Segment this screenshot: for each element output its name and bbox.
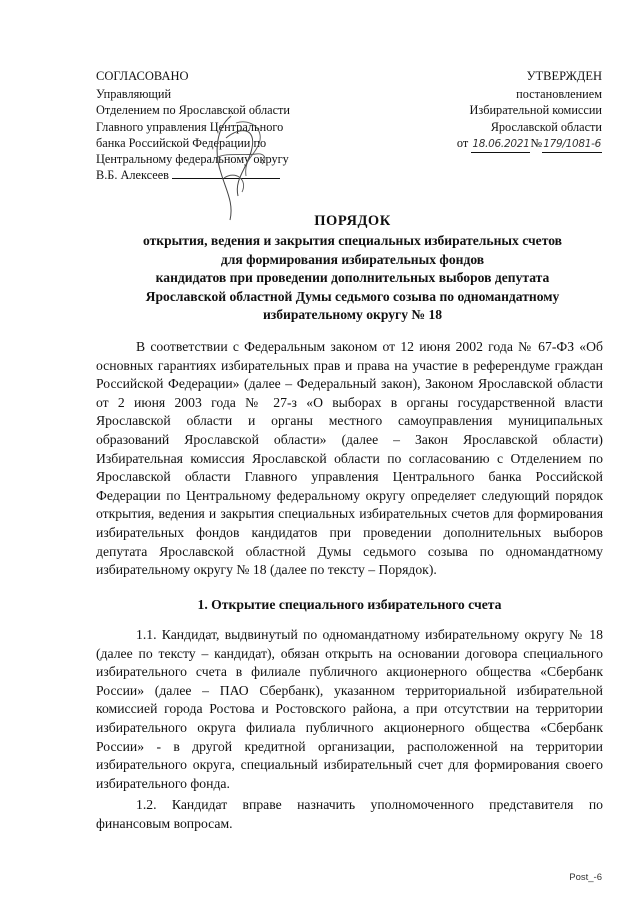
approval-number: 179/1081-6 [542, 136, 602, 153]
agreed-line: Главного управления Центрального [96, 119, 284, 134]
agreed-heading: СОГЛАСОВАНО [96, 69, 189, 83]
approved-date-row [382, 135, 602, 153]
date-prefix: от [456, 135, 469, 150]
approved-line: Ярославской области [490, 119, 602, 134]
agreed-line: Центральному федеральному округу [96, 152, 289, 167]
agreed-signer-row [96, 167, 346, 183]
approval-block-approved [382, 68, 602, 153]
title-subtitle-line: для формирования избирательных фондов [220, 251, 485, 267]
signature-line [172, 178, 280, 179]
document-title [80, 210, 625, 325]
agreed-line: банка Российской Федерации по [96, 135, 267, 150]
number-prefix: № [530, 135, 543, 150]
approval-date: 18.06.2021 [471, 136, 530, 153]
agreed-signer-name: В.Б. Алексеев [96, 168, 169, 183]
title-main: ПОРЯДОК [314, 213, 391, 229]
title-subtitle-line: избирательному округу № 18 [262, 307, 443, 322]
approval-block-agreed [96, 68, 346, 183]
section-1-heading: 1. Открытие специального избирательного счета [197, 597, 502, 612]
approved-line: Избирательной комиссии [469, 103, 602, 118]
approved-heading: УТВЕРЖДЕН [526, 69, 602, 83]
title-subtitle-line: открытия, ведения и закрытия специальных избирательных счетов [142, 233, 563, 248]
agreed-line: Управляющий [96, 87, 172, 102]
agreed-line: Отделением по Ярославской области [96, 103, 290, 118]
intro-paragraph: В соответствии с Федеральным законом от 12 июня 2002 года № 67-ФЗ «Об основных гарантиях избирательных прав и права на участие в референдуме граждан Российской Федерации» (далее – Федеральный закон), Законом Ярославской области от 2 июня 2003 года № 27-з «О выборах в органы государственной власти Ярославской области и органы местного самоуправления муниципальных образований Ярославской области» (далее – Закон Ярославской области) Избирательная комиссия Ярославской области по согласованию с Отделением по Ярославской области Главного управления Центрального банка Российской Федерации по Центральному федеральному округу определяет следующий порядок открытия, ведения и закрытия специальных избирательных счетов для формирования избирательных фондов кандидатов при проведении дополнительных выборов депутата Ярославской областной Думы седьмого созыва по одномандатному избирательному округу № 18 (далее по тексту – Порядок). [96, 339, 603, 578]
approved-line: постановлением [516, 87, 602, 102]
title-subtitle-line: кандидатов при проведении дополнительных выборов депутата [155, 270, 550, 285]
clause-1-1: 1.1. Кандидат, выдвинутый по одномандатному избирательному округу № 18 (далее по тексту – кандидат), обязан открыть на основании договора специального избирательного счета в филиале публичного акционерного общества «Сбербанк России» (далее – ПАО Сбербанк), указанном территориальной избирательной комиссией города Ростова и Ростовского района, а при отсутствии на территории избирательного округа филиала публичного акционерного общества «Сбербанк России» - в другой кредитной организации, расположенной на территории избирательного округа, специальный избирательный счет для формирования своего избирательного фонда. [96, 627, 603, 791]
page-footer: Post_-6 [569, 872, 602, 883]
title-subtitle-line: Ярославской областной Думы седьмого созыва по одномандатному [145, 288, 560, 304]
clause-1-2: 1.2. Кандидат вправе назначить уполномоченного представителя по финансовым вопросам. [96, 797, 603, 831]
